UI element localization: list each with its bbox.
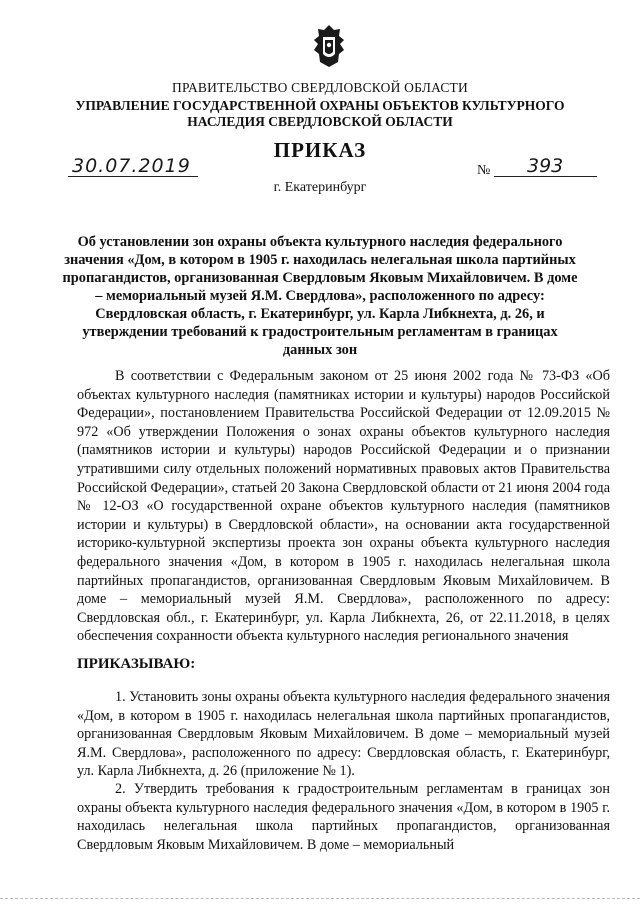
document-number: 393: [527, 155, 564, 177]
document-date: 30.07.2019: [72, 155, 191, 177]
page-bottom-rule: [0, 898, 640, 899]
document-title: Об установлении зон охраны объекта культурного наследия федерального значения «Дом, в котором в 1905 г. находилась нелегальная школа партийных пропагандистов, организованная Свердловым Яковым Михайловичем. В доме – мемориальный музей Я.М. Свердлова», расположенного по адресу: Свердловская область, г. Екатеринбург, ул. Карла Либкнехта, д. 26, и утверждении требований к градостроительным регламентам в границах данных зон: [62, 234, 578, 358]
preamble-paragraph: В соответствии с Федеральным законом от 25 июня 2002 года № 73-ФЗ «Об объектах культурного наследия (памятниках истории и культуры) народов Российской Федерации», постановлением Правительства Российской Федерации от 12.09.2015 № 972 «Об утверждении Положения о зонах охраны объектов культурного наследия (памятников истории и культуры) народов Российской Федерации и о признании утратившими силу отдельных положений нормативных правовых актов Правительства Российской Федерации», статьей 20 Закона Свердловской области от 21 июня 2004 года № 12-ОЗ «О государственной охране объектов культурного наследия (памятников истории и культуры) в Свердловской области», на основании акта государственной историко-культурной экспертизы проекта зон охраны объекта культурного наследия федерального значения «Дом, в котором в 1905 г. находилась нелегальная школа партийных пропагандистов, организованная Свердловым Яковым Михайловичем. В доме – мемориальный музей Я.М. Свердлова», расположенного по адресу: Свердловская обл., г. Екатеринбург, ул. Карла Либкнехта, 26, от 22.11.2018, в целях обеспечения сохранности объекта культурного наследия регионального значения: [77, 368, 610, 645]
coat-of-arms-icon: [312, 24, 346, 68]
number-label: №: [477, 163, 491, 178]
government-name: ПРАВИТЕЛЬСТВО СВЕРДЛОВСКОЙ ОБЛАСТИ: [172, 80, 468, 95]
city: г. Екатеринбург: [273, 180, 367, 195]
document-type: ПРИКАЗ: [273, 138, 367, 162]
order-heading: ПРИКАЗЫВАЮ:: [77, 656, 196, 672]
department-name: УПРАВЛЕНИЕ ГОСУДАРСТВЕННОЙ ОХРАНЫ ОБЪЕКТОВ КУЛЬТУРНОГО НАСЛЕДИЯ СВЕРДЛОВСКОЙ ОБЛАСТИ: [75, 98, 565, 129]
order-item-1: 1. Установить зоны охраны объекта культурного наследия федерального значения «Дом, в котором в 1905 г. находилась нелегальная школа партийных пропагандистов, организованная Свердловым Яковым Михайловичем. В доме – мемориальный музей Я.М. Свердлова», расположенного по адресу: Свердловская область, г. Екатеринбург, ул. Карла Либкнехта, д. 26 (приложение № 1).: [77, 689, 610, 780]
number-underline: [494, 176, 597, 177]
date-underline: [68, 176, 198, 177]
order-item-2: 2. Утвердить требования к градостроительным регламентам в границах зон охраны объекта культурного наследия федерального значения «Дом, в котором в 1905 г. находилась нелегальная школа партийных пропагандистов, организованная Свердловым Яковым Михайловичем. В доме – мемориальный: [77, 781, 610, 853]
